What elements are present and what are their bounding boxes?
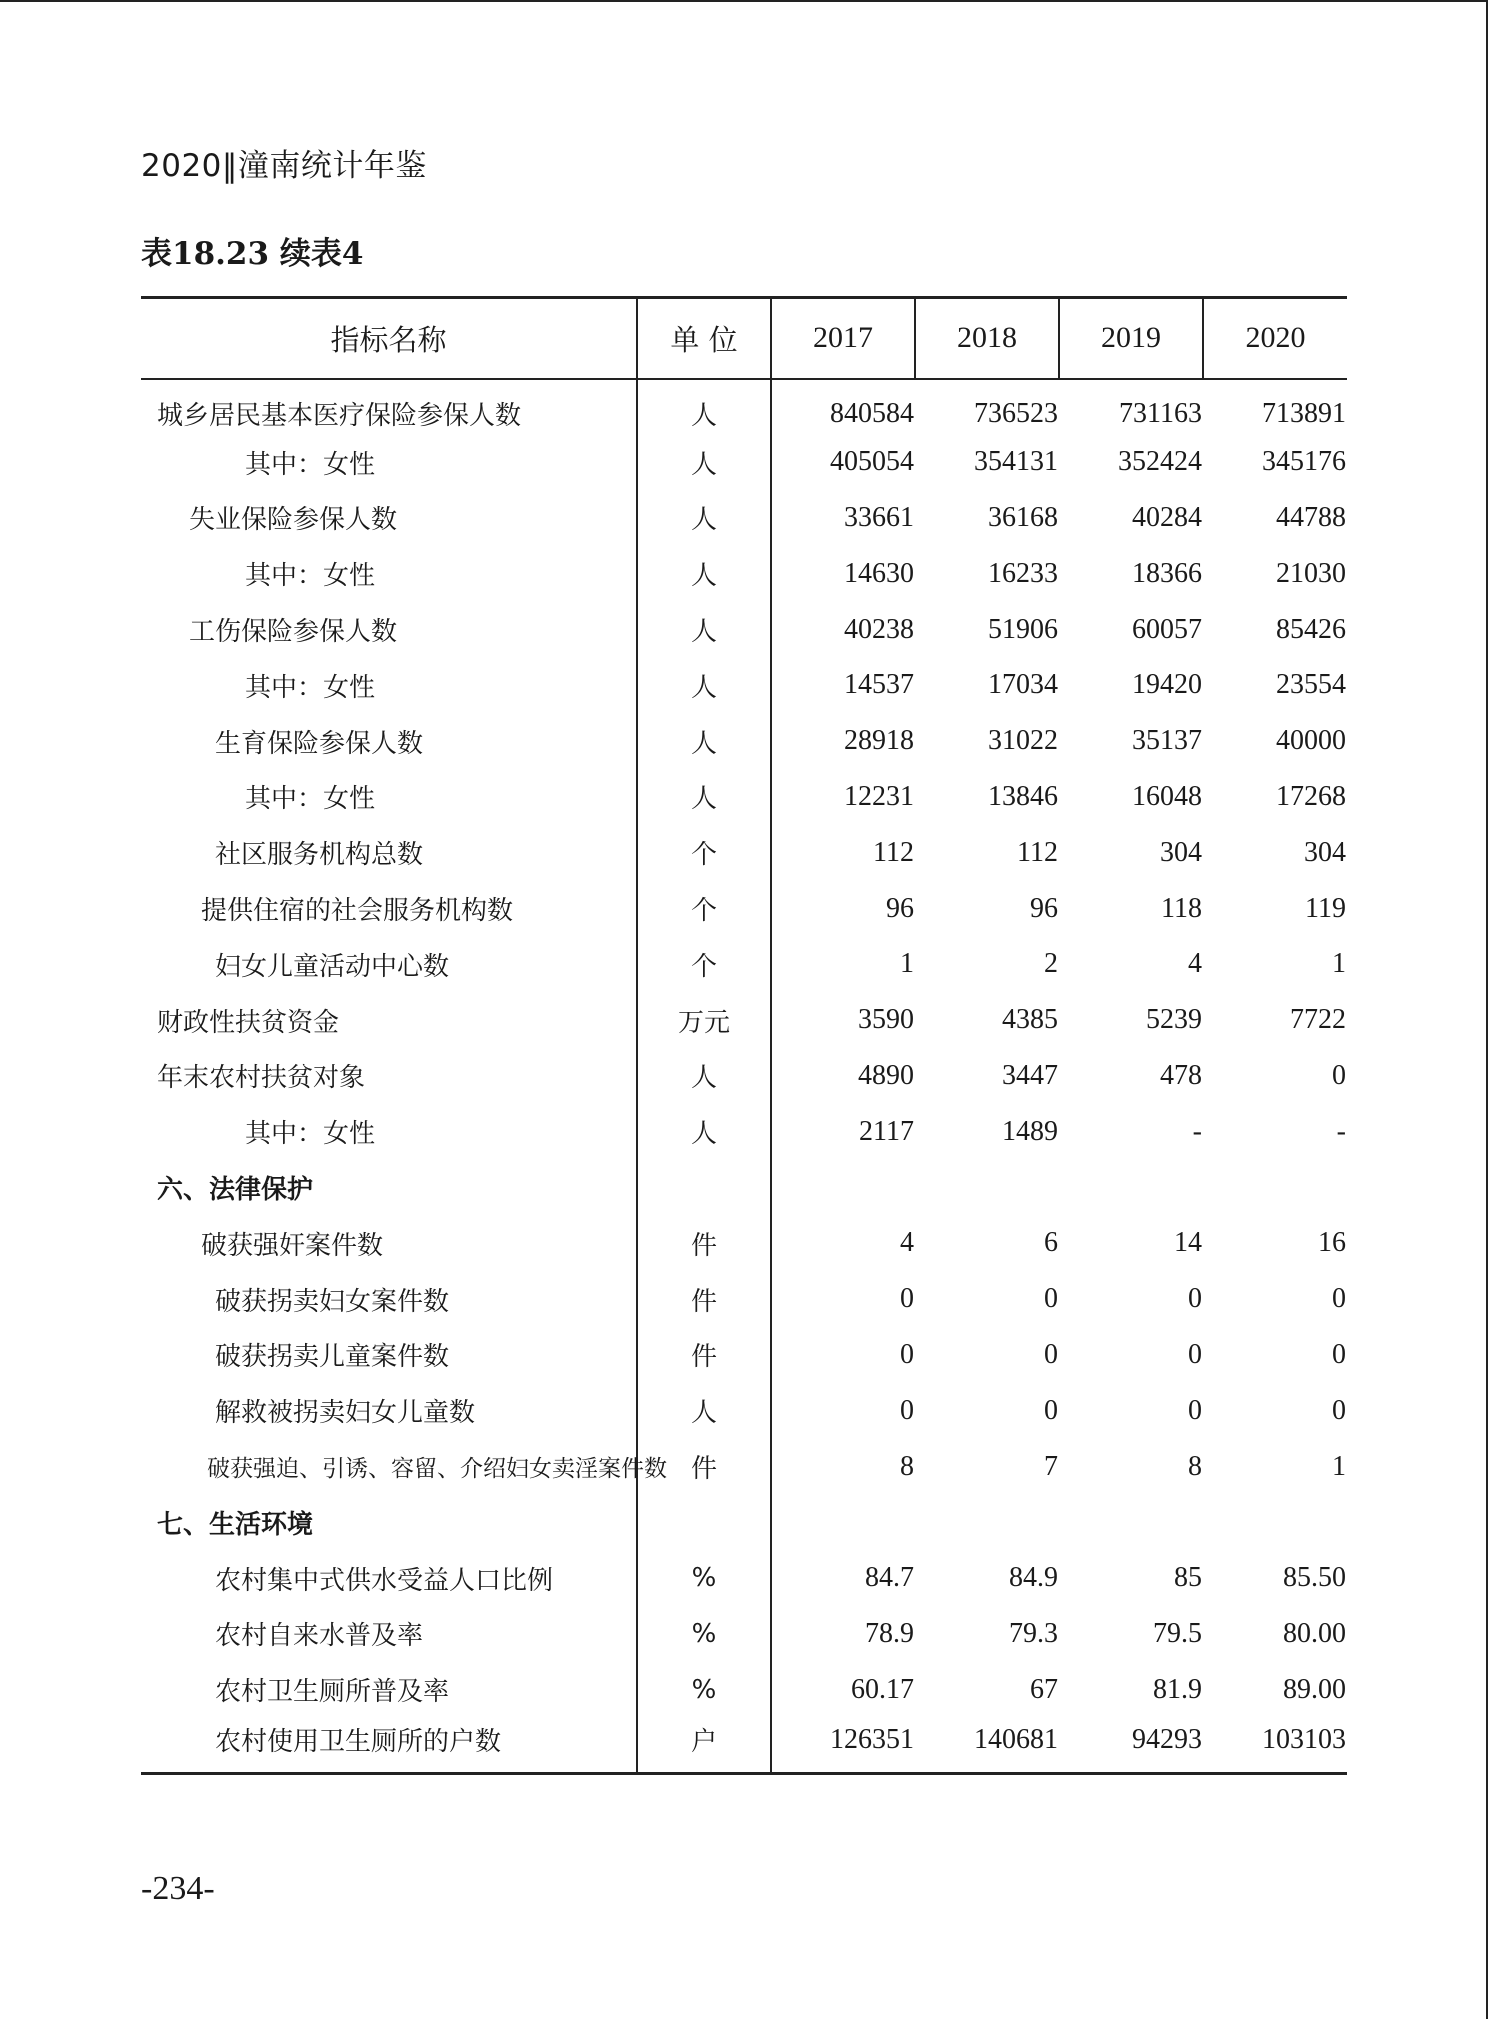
table-row: [141, 602, 1347, 658]
table-row: [141, 379, 1347, 435]
table-row: [141, 1494, 1347, 1550]
value-cell-2017: 0: [900, 1283, 914, 1315]
value-cell-2020: 1: [1332, 1450, 1346, 1482]
value-cell-2019: 0: [1188, 1394, 1202, 1426]
unit-cell: 人: [637, 1383, 771, 1439]
unit-cell: 人: [637, 434, 771, 490]
column-header-indicator: 指标名称: [141, 298, 637, 379]
table-row: [141, 769, 1347, 825]
indicator-name-cell: 六、法律保护: [141, 1160, 637, 1216]
statistics-table: [141, 296, 1347, 1775]
value-cell-2017: 14537: [844, 669, 914, 701]
table-row: [141, 1550, 1347, 1606]
value-cell-2018: 0: [1044, 1338, 1058, 1370]
value-cell-2020: 0: [1332, 1338, 1346, 1370]
value-cell-2020: 40000: [1276, 725, 1346, 757]
value-cell-2020: 0: [1332, 1283, 1346, 1315]
column-header-2020: 2020: [1203, 298, 1347, 379]
table-row: [141, 881, 1347, 937]
value-cell-2019: 5239: [1146, 1004, 1202, 1036]
value-cell-2017: 4: [900, 1227, 914, 1259]
unit-cell: 万元: [637, 992, 771, 1048]
value-cell-2019: 304: [1160, 836, 1202, 868]
table-row: [141, 936, 1347, 992]
unit-cell: 人: [637, 657, 771, 713]
value-cell-2020: 23554: [1276, 669, 1346, 701]
value-cell-2017: 84.7: [865, 1562, 914, 1594]
table-row: [141, 657, 1347, 713]
indicator-name-cell: 破获强迫、引诱、容留、介绍妇女卖淫案件数: [141, 1439, 637, 1495]
unit-cell: 个: [637, 825, 771, 881]
indicator-name-cell: 其中：女性: [141, 546, 637, 602]
indicator-name-cell: 其中：女性: [141, 657, 637, 713]
value-cell-2020: 304: [1304, 836, 1346, 868]
table-body: [141, 379, 1347, 1774]
indicator-name-cell: 生育保险参保人数: [141, 713, 637, 769]
value-cell-2017: 78.9: [865, 1617, 914, 1649]
value-cell-2019: 35137: [1132, 725, 1202, 757]
table-row: [141, 490, 1347, 546]
value-cell-2019: 40284: [1132, 501, 1202, 533]
value-cell-2020: 103103: [1203, 1718, 1347, 1774]
value-cell-2017: 4890: [858, 1059, 914, 1091]
value-cell-2019: 352424: [1118, 446, 1202, 478]
table-row: [141, 1104, 1347, 1160]
table-row: [141, 1160, 1347, 1216]
value-cell-2018: 31022: [988, 725, 1058, 757]
indicator-name-cell: 破获拐卖儿童案件数: [141, 1327, 637, 1383]
value-cell-2019: 0: [1188, 1338, 1202, 1370]
indicator-name-cell: 农村集中式供水受益人口比例: [141, 1550, 637, 1606]
value-cell-2019: [1059, 1494, 1203, 1550]
indicator-name-cell: 解救被拐卖妇女儿童数: [141, 1383, 637, 1439]
value-cell-2017: 126351: [771, 1718, 915, 1774]
table-row: [141, 713, 1347, 769]
value-cell-2018: 4385: [1002, 1004, 1058, 1036]
value-cell-2019: 4: [1188, 948, 1202, 980]
value-cell-2020: [1203, 1494, 1347, 1550]
value-cell-2019: 731163: [1119, 397, 1202, 429]
value-cell-2018: 17034: [988, 669, 1058, 701]
unit-cell: 件: [637, 1215, 771, 1271]
table-row: [141, 992, 1347, 1048]
unit-cell: 户: [637, 1718, 771, 1774]
page-number: -234-: [141, 1870, 215, 1907]
value-cell-2018: 79.3: [1009, 1617, 1058, 1649]
indicator-name-cell: 年末农村扶贫对象: [141, 1048, 637, 1104]
unit-cell: 件: [637, 1271, 771, 1327]
unit-cell: 个: [637, 936, 771, 992]
table-row: [141, 1439, 1347, 1495]
value-cell-2019: 85: [1174, 1562, 1202, 1594]
value-cell-2017: 1: [900, 948, 914, 980]
value-cell-2020: -: [1336, 1115, 1346, 1147]
unit-cell: [637, 1160, 771, 1216]
unit-cell: %: [637, 1550, 771, 1606]
table-row: [141, 1327, 1347, 1383]
value-cell-2017: 112: [873, 836, 914, 868]
table-row: [141, 1048, 1347, 1104]
value-cell-2020: 0: [1332, 1059, 1346, 1091]
value-cell-2019: 8: [1188, 1450, 1202, 1482]
unit-cell: 人: [637, 713, 771, 769]
value-cell-2018: 3447: [1002, 1059, 1058, 1091]
indicator-name-cell: 破获强奸案件数: [141, 1215, 637, 1271]
unit-cell: %: [637, 1662, 771, 1718]
value-cell-2018: 354131: [974, 446, 1058, 478]
unit-cell: 人: [637, 1048, 771, 1104]
indicator-name-cell: 破获拐卖妇女案件数: [141, 1271, 637, 1327]
value-cell-2017: 3590: [858, 1004, 914, 1036]
value-cell-2019: 478: [1160, 1059, 1202, 1091]
indicator-name-cell: 妇女儿童活动中心数: [141, 936, 637, 992]
unit-cell: 件: [637, 1327, 771, 1383]
table-row: [141, 1718, 1347, 1774]
table-row: [141, 1383, 1347, 1439]
indicator-name-cell: 农村自来水普及率: [141, 1606, 637, 1662]
value-cell-2017: [771, 1494, 915, 1550]
unit-cell: 人: [637, 769, 771, 825]
value-cell-2020: 85.50: [1283, 1562, 1346, 1594]
unit-cell: 人: [637, 546, 771, 602]
value-cell-2019: 94293: [1059, 1718, 1203, 1774]
unit-cell: %: [637, 1606, 771, 1662]
value-cell-2019: 60057: [1132, 613, 1202, 645]
column-header-2019: 2019: [1059, 298, 1203, 379]
value-cell-2017: 60.17: [851, 1673, 914, 1705]
value-cell-2018: 13846: [988, 780, 1058, 812]
unit-cell: 件: [637, 1439, 771, 1495]
indicator-name-cell: 七、生活环境: [141, 1494, 637, 1550]
value-cell-2018: 51906: [988, 613, 1058, 645]
value-cell-2017: 14630: [844, 557, 914, 589]
value-cell-2017: [771, 1160, 915, 1216]
indicator-name-cell: 工伤保险参保人数: [141, 602, 637, 658]
running-head: 2020‖潼南统计年鉴: [141, 148, 427, 184]
value-cell-2018: 0: [1044, 1283, 1058, 1315]
value-cell-2017: 33661: [844, 501, 914, 533]
value-cell-2018: 96: [1030, 892, 1058, 924]
value-cell-2019: 16048: [1132, 780, 1202, 812]
value-cell-2017: 2117: [859, 1115, 914, 1147]
value-cell-2018: [915, 1160, 1059, 1216]
indicator-name-cell: 其中：女性: [141, 434, 637, 490]
column-header-2017: 2017: [771, 298, 915, 379]
unit-cell: 个: [637, 881, 771, 937]
value-cell-2019: [1059, 1160, 1203, 1216]
page-top-border: [0, 0, 1488, 2]
table-row: [141, 825, 1347, 881]
indicator-name-cell: 农村使用卫生厕所的户数: [141, 1718, 637, 1774]
value-cell-2017: 840584: [830, 397, 914, 429]
indicator-name-cell: 失业保险参保人数: [141, 490, 637, 546]
value-cell-2018: 7: [1044, 1450, 1058, 1482]
value-cell-2019: 0: [1188, 1283, 1202, 1315]
indicator-name-cell: 农村卫生厕所普及率: [141, 1662, 637, 1718]
value-cell-2017: 405054: [830, 446, 914, 478]
table-row: [141, 1662, 1347, 1718]
value-cell-2020: 345176: [1262, 446, 1346, 478]
value-cell-2020: 16: [1318, 1227, 1346, 1259]
value-cell-2020: 0: [1332, 1394, 1346, 1426]
value-cell-2020: [1203, 1160, 1347, 1216]
column-header-2018: 2018: [915, 298, 1059, 379]
value-cell-2018: 140681: [915, 1718, 1059, 1774]
value-cell-2018: 0: [1044, 1394, 1058, 1426]
value-cell-2020: 21030: [1276, 557, 1346, 589]
indicator-name-cell: 财政性扶贫资金: [141, 992, 637, 1048]
value-cell-2018: 2: [1044, 948, 1058, 980]
value-cell-2020: 44788: [1276, 501, 1346, 533]
value-cell-2019: 81.9: [1153, 1673, 1202, 1705]
value-cell-2019: 14: [1174, 1227, 1202, 1259]
table-row: [141, 1271, 1347, 1327]
value-cell-2018: 112: [1017, 836, 1058, 868]
value-cell-2017: 12231: [844, 780, 914, 812]
value-cell-2018: 16233: [988, 557, 1058, 589]
value-cell-2018: 736523: [974, 397, 1058, 429]
indicator-name-cell: 其中：女性: [141, 1104, 637, 1160]
indicator-name-cell: 城乡居民基本医疗保险参保人数: [141, 379, 637, 435]
value-cell-2017: 0: [900, 1338, 914, 1370]
value-cell-2019: 118: [1161, 892, 1202, 924]
unit-cell: 人: [637, 602, 771, 658]
indicator-name-cell: 社区服务机构总数: [141, 825, 637, 881]
value-cell-2020: 80.00: [1283, 1617, 1346, 1649]
value-cell-2019: 79.5: [1153, 1617, 1202, 1649]
value-cell-2017: 8: [900, 1450, 914, 1482]
value-cell-2020: 713891: [1262, 397, 1346, 429]
value-cell-2019: 19420: [1132, 669, 1202, 701]
table-title: 表18.23 续表4: [141, 236, 364, 272]
unit-cell: 人: [637, 1104, 771, 1160]
value-cell-2017: 28918: [844, 725, 914, 757]
value-cell-2018: 67: [1030, 1673, 1058, 1705]
indicator-name-cell: 其中：女性: [141, 769, 637, 825]
value-cell-2018: 36168: [988, 501, 1058, 533]
value-cell-2018: 1489: [1002, 1115, 1058, 1147]
value-cell-2020: 1: [1332, 948, 1346, 980]
unit-cell: [637, 1494, 771, 1550]
value-cell-2020: 89.00: [1283, 1673, 1346, 1705]
table-row: [141, 1215, 1347, 1271]
unit-cell: 人: [637, 490, 771, 546]
value-cell-2018: [915, 1494, 1059, 1550]
table-row: [141, 1606, 1347, 1662]
value-cell-2017: 40238: [844, 613, 914, 645]
table-row: [141, 546, 1347, 602]
unit-cell: 人: [637, 379, 771, 435]
value-cell-2017: 96: [886, 892, 914, 924]
value-cell-2020: 7722: [1290, 1004, 1346, 1036]
value-cell-2020: 85426: [1276, 613, 1346, 645]
table-header-row: [141, 298, 1347, 379]
table-row: [141, 434, 1347, 490]
value-cell-2017: 0: [900, 1394, 914, 1426]
column-header-unit: 单 位: [637, 298, 771, 379]
value-cell-2018: 84.9: [1009, 1562, 1058, 1594]
indicator-name-cell: 提供住宿的社会服务机构数: [141, 881, 637, 937]
value-cell-2018: 6: [1044, 1227, 1058, 1259]
value-cell-2020: 119: [1305, 892, 1346, 924]
value-cell-2020: 17268: [1276, 780, 1346, 812]
value-cell-2019: -: [1192, 1115, 1202, 1147]
value-cell-2019: 18366: [1132, 557, 1202, 589]
